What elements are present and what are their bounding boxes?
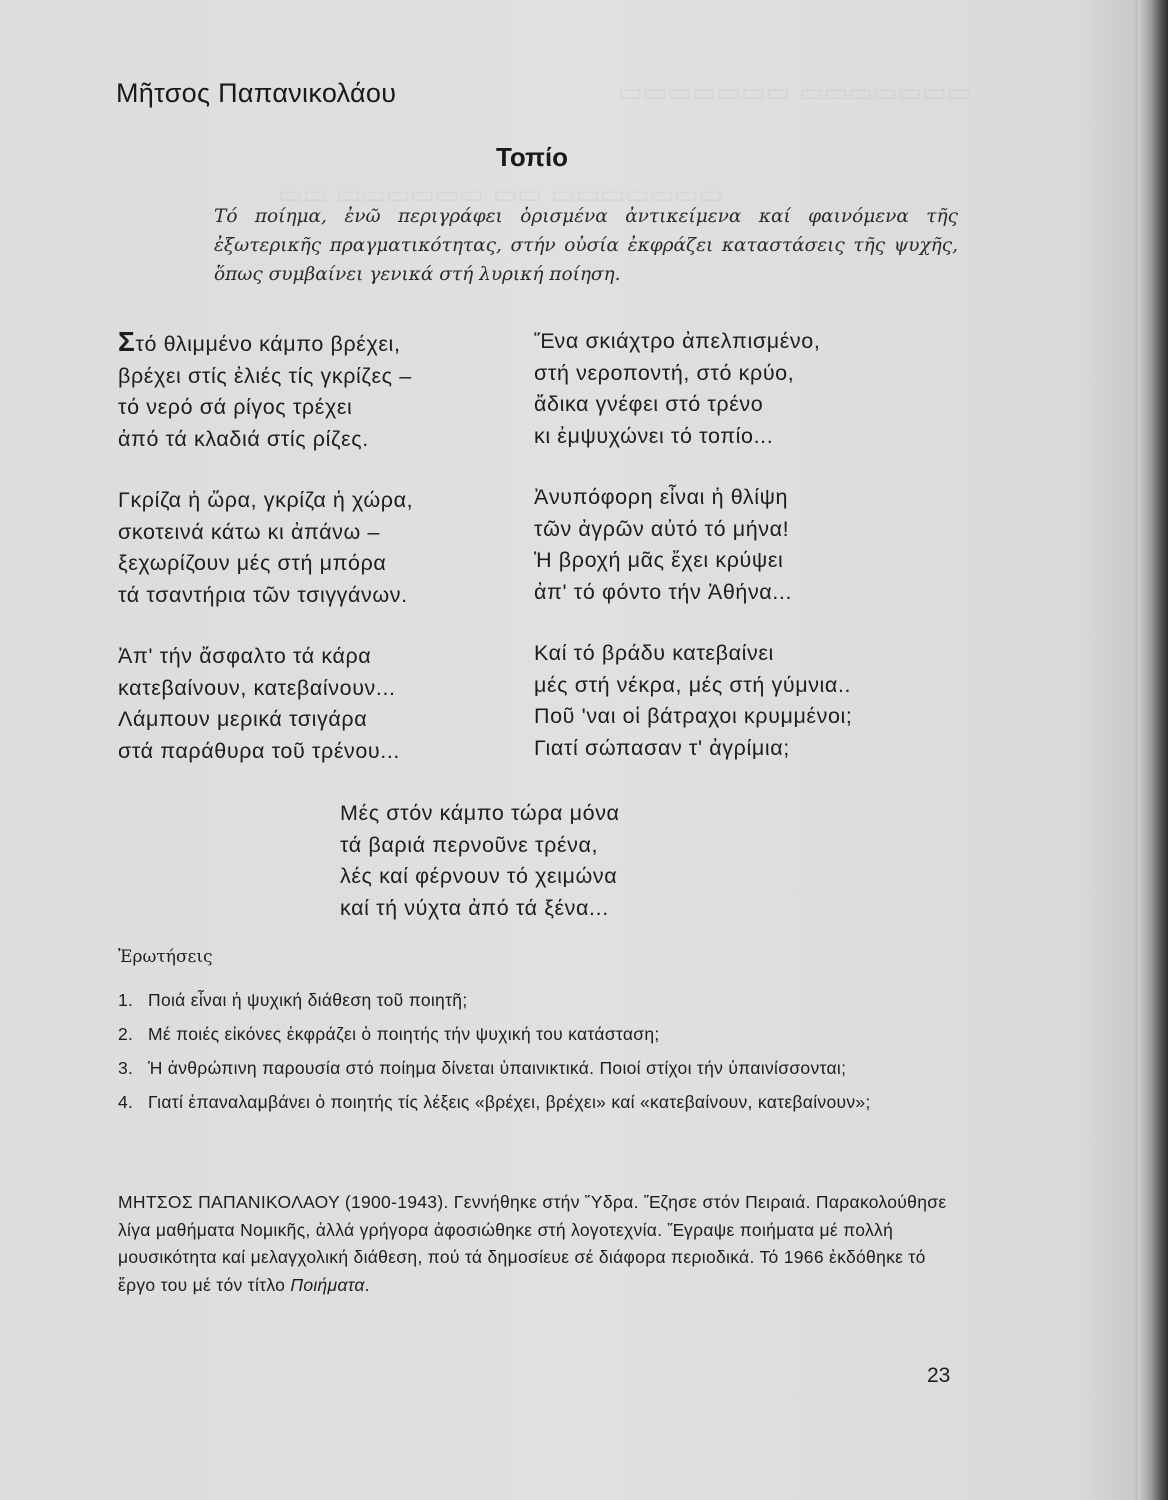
poem-line: μές στή νέκρα, μές στή γύμνια.. — [534, 672, 852, 697]
poem-line: Ἀνυπόφορη εἶναι ἡ θλίψη — [534, 485, 789, 509]
poem-line: Καί τό βράδυ κατεβαίνει — [534, 641, 774, 665]
questions-heading: Ἐρωτήσεις — [118, 947, 213, 967]
poem-line: στά παράθυρα τοῦ τρένου... — [118, 738, 400, 763]
question-item — [118, 1090, 964, 1115]
poem-line: Ἡ βροχή μᾶς ἔχει κρύψει — [534, 548, 784, 572]
question-text: Ἡ ἀνθρώπινη παρουσία στό ποίημα δίνεται ὑπαινικτικά. Ποιοί στίχοι τήν ὑπαινίσσονται; — [148, 1058, 847, 1078]
stanza — [534, 326, 954, 452]
poem-line: τῶν ἀγρῶν αὐτό τό μήνα! — [534, 516, 790, 541]
question-item — [118, 1022, 964, 1047]
question-item — [118, 988, 964, 1013]
drop-initial: Σ — [118, 326, 136, 357]
question-item — [118, 1056, 964, 1081]
poet-name: Μῆτσος Παπανικολάου — [116, 78, 397, 108]
poem-line: Ποῦ 'ναι οἱ βάτραχοι κρυμμένοι; — [534, 704, 853, 728]
stanza — [118, 326, 538, 455]
poem-right-column — [534, 326, 954, 794]
stanza — [118, 641, 538, 767]
poem-line: Λάμπουν μερικά τσιγάρα — [118, 707, 368, 731]
poem-line: ξεχωρίζουν μές στή μπόρα — [118, 551, 387, 575]
poem-line: στή νεροποντή, στό κρύο, — [534, 360, 795, 385]
questions-list — [118, 988, 964, 1124]
stanza — [118, 485, 538, 611]
bleed-through-text — [618, 78, 971, 108]
page-edge-shadow — [1138, 0, 1168, 1500]
poem-line: Στό θλιμμένο κάμπο βρέχει, — [118, 326, 401, 357]
page-number: 23 — [927, 1364, 951, 1387]
poem-line: Μές στόν κάμπο τώρα μόνα — [340, 801, 620, 825]
question-text: Ποιά εἶναι ἡ ψυχική διάθεση τοῦ ποιητῆ; — [148, 990, 468, 1010]
poem-line: τό νερό σά ρίγος τρέχει — [118, 395, 353, 419]
poem-line: Ἀπ' τήν ἄσφαλτο τά κάρα — [118, 644, 372, 668]
intro-note: Τό ποίημα, ἐνῶ περιγράφει ὁρισμένα ἀντικείμενα καί φαινόμενα τῆς ἐξωτερικῆς πραγματικότητας, στήν οὐσία ἐκφράζει καταστάσεις τῆς ψυχῆς, ὅπως συμβαίνει γενικά στή λυρική ποίηση. — [214, 206, 958, 285]
poem-line: τά βαριά περνοῦνε τρένα, — [340, 832, 599, 857]
poem-line: βρέχει στίς ἐλιές τίς γκρίζες – — [118, 363, 412, 388]
poem-line: καί τή νύχτα ἀπό τά ξένα... — [340, 895, 609, 920]
question-text: Γιατί ἐπαναλαμβάνει ὁ ποιητής τίς λέξεις «βρέχει, βρέχει» καί «κατεβαίνουν, κατεβαίνουν»; — [148, 1092, 871, 1112]
question-text: Μέ ποιές εἰκόνες ἐκφράζει ὁ ποιητής τήν ψυχική του κατάσταση; — [148, 1024, 660, 1044]
poem-line: ἀπ' τό φόντο τήν Ἀθήνα... — [534, 579, 793, 604]
poem-left-column — [118, 326, 538, 797]
stanza — [534, 482, 954, 608]
poem-line: λές καί φέρνουν τό χειμώνα — [340, 864, 618, 888]
poem-line: Ἕνα σκιάχτρο ἀπελπισμένο, — [534, 329, 821, 353]
poet-biography: ΜΗΤΣΟΣ ΠΑΠΑΝΙΚΟΛΑΟΥ (1900-1943). Γεννήθηκε στήν Ὕδρα. Ἔζησε στόν Πειραιά. Παρακολούθησε λίγα μαθήματα Νομικῆς, ἀλλά γρήγορα ἀφοσιώθηκε στή λογοτεχνία. Ἔγραψε ποιήματα μέ πολλή μουσικότητα καί μελαγχολική διάθεση, πού τά δημοσίευε σέ διάφορα περιοδικά. Τό 1966 ἐκδόθηκε τό ἔργο του μέ τόν τίτλο Ποιήματα. — [118, 1192, 947, 1295]
stanza — [534, 638, 954, 764]
book-title: Ποιήματα — [290, 1274, 365, 1295]
question-number: 2. — [118, 1024, 134, 1044]
question-number: 4. — [118, 1092, 134, 1112]
question-number: 3. — [118, 1058, 134, 1078]
poem-line: σκοτεινά κάτω κι ἀπάνω – — [118, 519, 381, 544]
poem-line: Γιατί σώπασαν τ' ἀγρίμια; — [534, 735, 790, 760]
poem-line: ἀπό τά κλαδιά στίς ρίζες. — [118, 426, 369, 451]
poem-line: Γκρίζα ἡ ὥρα, γκρίζα ἡ χώρα, — [118, 488, 414, 512]
final-stanza — [340, 798, 620, 924]
poem-line: τά τσαντήρια τῶν τσιγγάνων. — [118, 582, 408, 607]
poem-line: κατεβαίνουν, κατεβαίνουν... — [118, 675, 396, 700]
poem-title: Τοπίο — [495, 142, 569, 172]
poem-line: ἄδικα γνέφει στό τρένο — [534, 392, 764, 416]
poem-line: κι ἐμψυχώνει τό τοπίο... — [534, 423, 774, 448]
question-number: 1. — [118, 990, 134, 1010]
biography-text: ΜΗΤΣΟΣ ΠΑΠΑΝΙΚΟΛΑΟΥ (1900-1943). Γεννήθηκε στήν Ὕδρα. Ἔζησε στόν Πειραιά. Παρακολούθησε λίγα μαθήματα Νομικῆς, ἀλλά γρήγορα ἀφοσιώθηκε στή λογοτεχνία. Ἔγραψε ποιήματα μέ πολλή μουσικότητα καί μελαγχολική διάθεση, πού τά δημοσίευε σέ διάφορα περιοδικά. Τό 1966 ἐκδόθηκε τό ἔργο του μέ τόν τίτλο — [118, 1192, 947, 1295]
